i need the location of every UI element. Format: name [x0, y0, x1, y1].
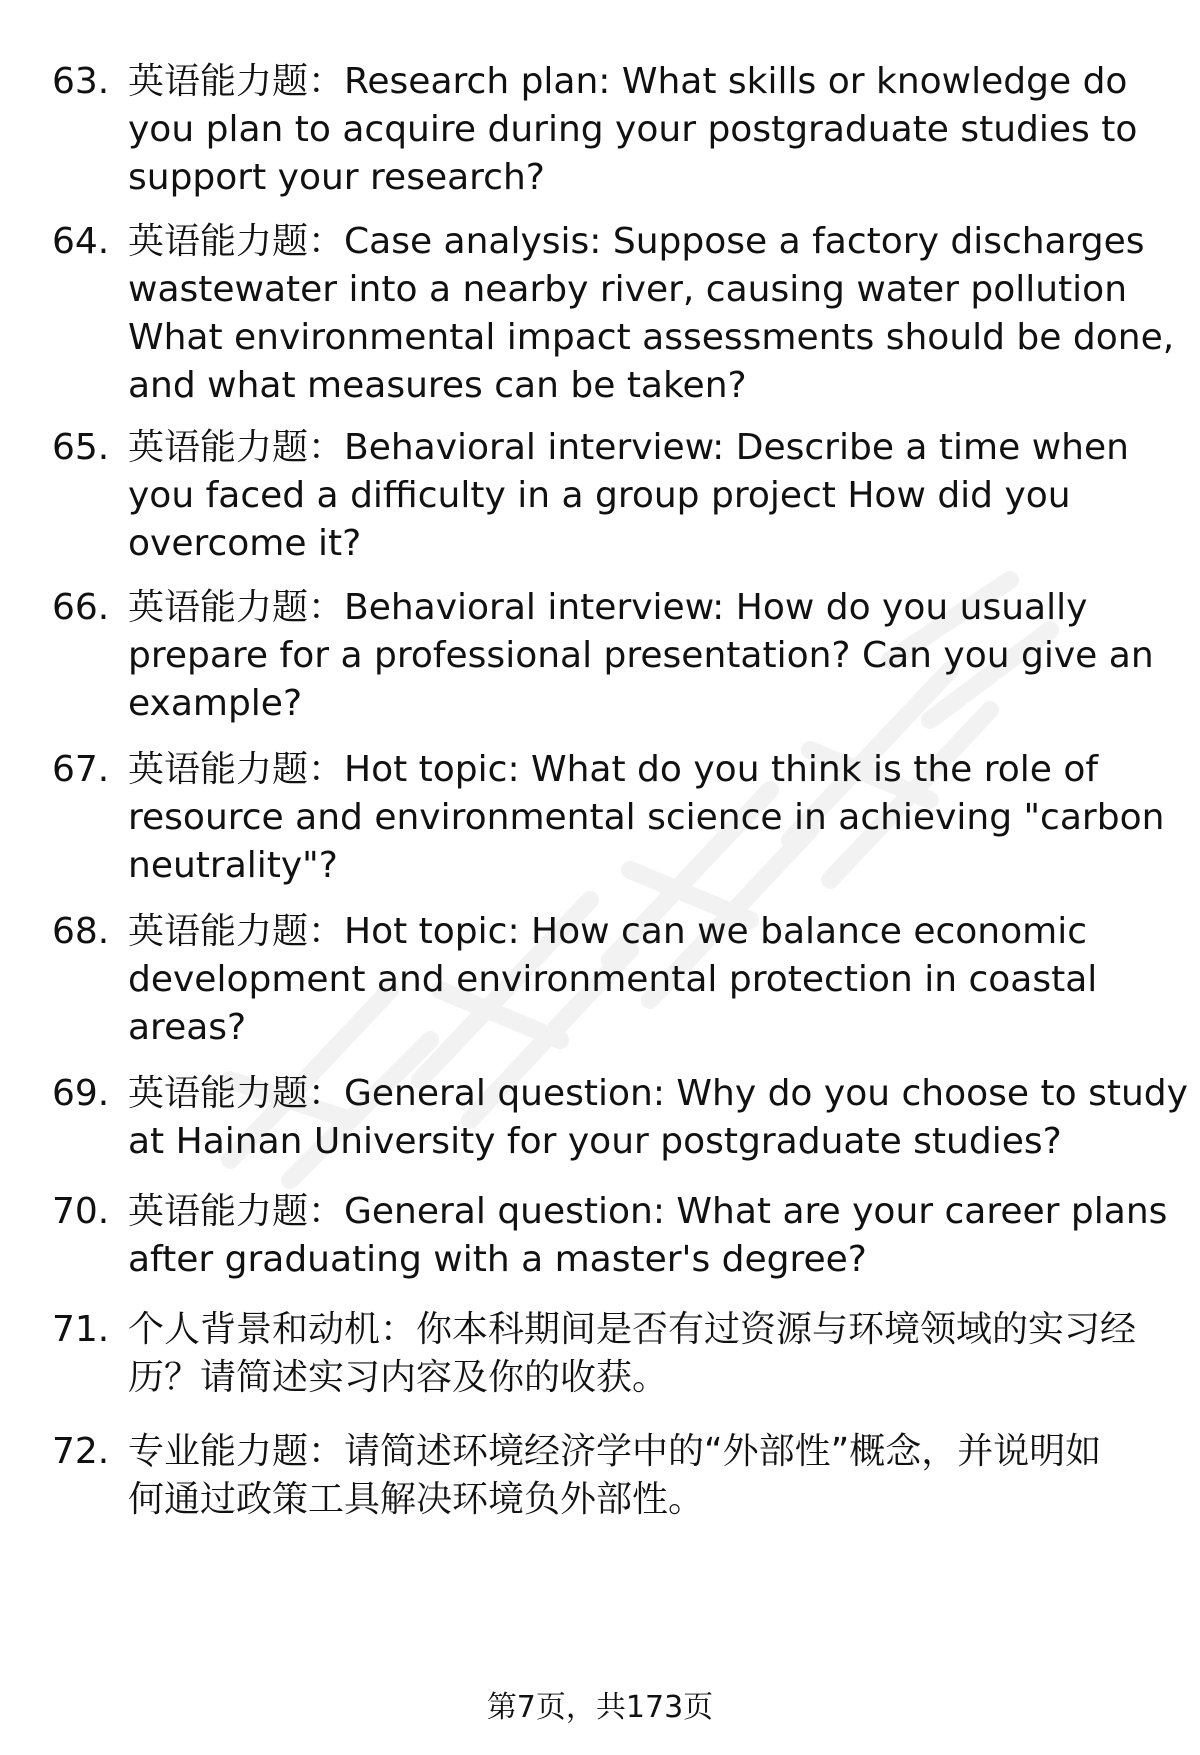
question-number: 63. [52, 61, 110, 102]
question-text [128, 746, 1200, 890]
question-number: 68. [52, 911, 110, 952]
question-text [128, 1070, 1200, 1166]
question-line: you plan to acquire during your postgraduate studies to [128, 109, 1138, 150]
question-line: 个人背景和动机：你本科期间是否有过资源与环境领域的实习经 [128, 1309, 1137, 1350]
question-line: you faced a difficulty in a group project How did you [128, 475, 1071, 516]
question-line: example? [128, 683, 303, 724]
question-line: wastewater into a nearby river, causing water pollution [128, 269, 1128, 310]
question-number: 71. [52, 1309, 110, 1350]
question-number: 72. [52, 1431, 110, 1472]
question-line: 历？请简述实习内容及你的收获。 [128, 1357, 669, 1398]
question-line: 英语能力题：Behavioral interview: Describe a time when [128, 427, 1129, 468]
question-number: 67. [52, 749, 110, 790]
question-number: 64. [52, 221, 110, 262]
question-line: What environmental impact assessments should be done, [128, 317, 1175, 358]
question-line: 英语能力题：Hot topic: How can we balance economic [128, 911, 1087, 952]
question-line: 英语能力题：Hot topic: What do you think is the role of [128, 749, 1099, 790]
question-line: and what measures can be taken? [128, 365, 747, 406]
question-text [128, 424, 1200, 568]
question-text [128, 218, 1200, 410]
question-number: 70. [52, 1191, 110, 1232]
question-line: 英语能力题：General question: Why do you choose to study [128, 1073, 1188, 1114]
question-line: 英语能力题：General question: What are your career plans [128, 1191, 1168, 1232]
question-line: 专业能力题：请简述环境经济学中的“外部性”概念，并说明如 [128, 1431, 1102, 1472]
question-line: 英语能力题：Behavioral interview: How do you usually [128, 587, 1088, 628]
question-number: 69. [52, 1073, 110, 1114]
question-line: at Hainan University for your postgraduate studies? [128, 1121, 1062, 1162]
question-line: development and environmental protection in coastal [128, 959, 1098, 1000]
question-line: 何通过政策工具解决环境负外部性。 [128, 1479, 705, 1520]
question-number: 66. [52, 587, 110, 628]
question-text [128, 58, 1200, 202]
question-line: 英语能力题：Case analysis: Suppose a factory discharges [128, 221, 1145, 262]
question-line: resource and environmental science in achieving "carbon [128, 797, 1165, 838]
question-number: 65. [52, 427, 110, 468]
question-line: neutrality"? [128, 845, 338, 886]
question-line: overcome it? [128, 523, 362, 564]
question-line: areas? [128, 1007, 247, 1048]
question-line: after graduating with a master's degree? [128, 1239, 867, 1280]
question-text [128, 584, 1200, 728]
page-number-label: 第7页，共173页 [486, 1690, 714, 1725]
question-line: prepare for a professional presentation? Can you give an [128, 635, 1154, 676]
question-text [128, 1306, 1200, 1402]
question-text [128, 908, 1200, 1052]
question-line: 英语能力题：Research plan: What skills or knowledge do [128, 61, 1128, 102]
question-line: support your research? [128, 157, 545, 198]
question-text [128, 1188, 1200, 1284]
page-footer [0, 1688, 1200, 1728]
question-text [128, 1428, 1200, 1524]
